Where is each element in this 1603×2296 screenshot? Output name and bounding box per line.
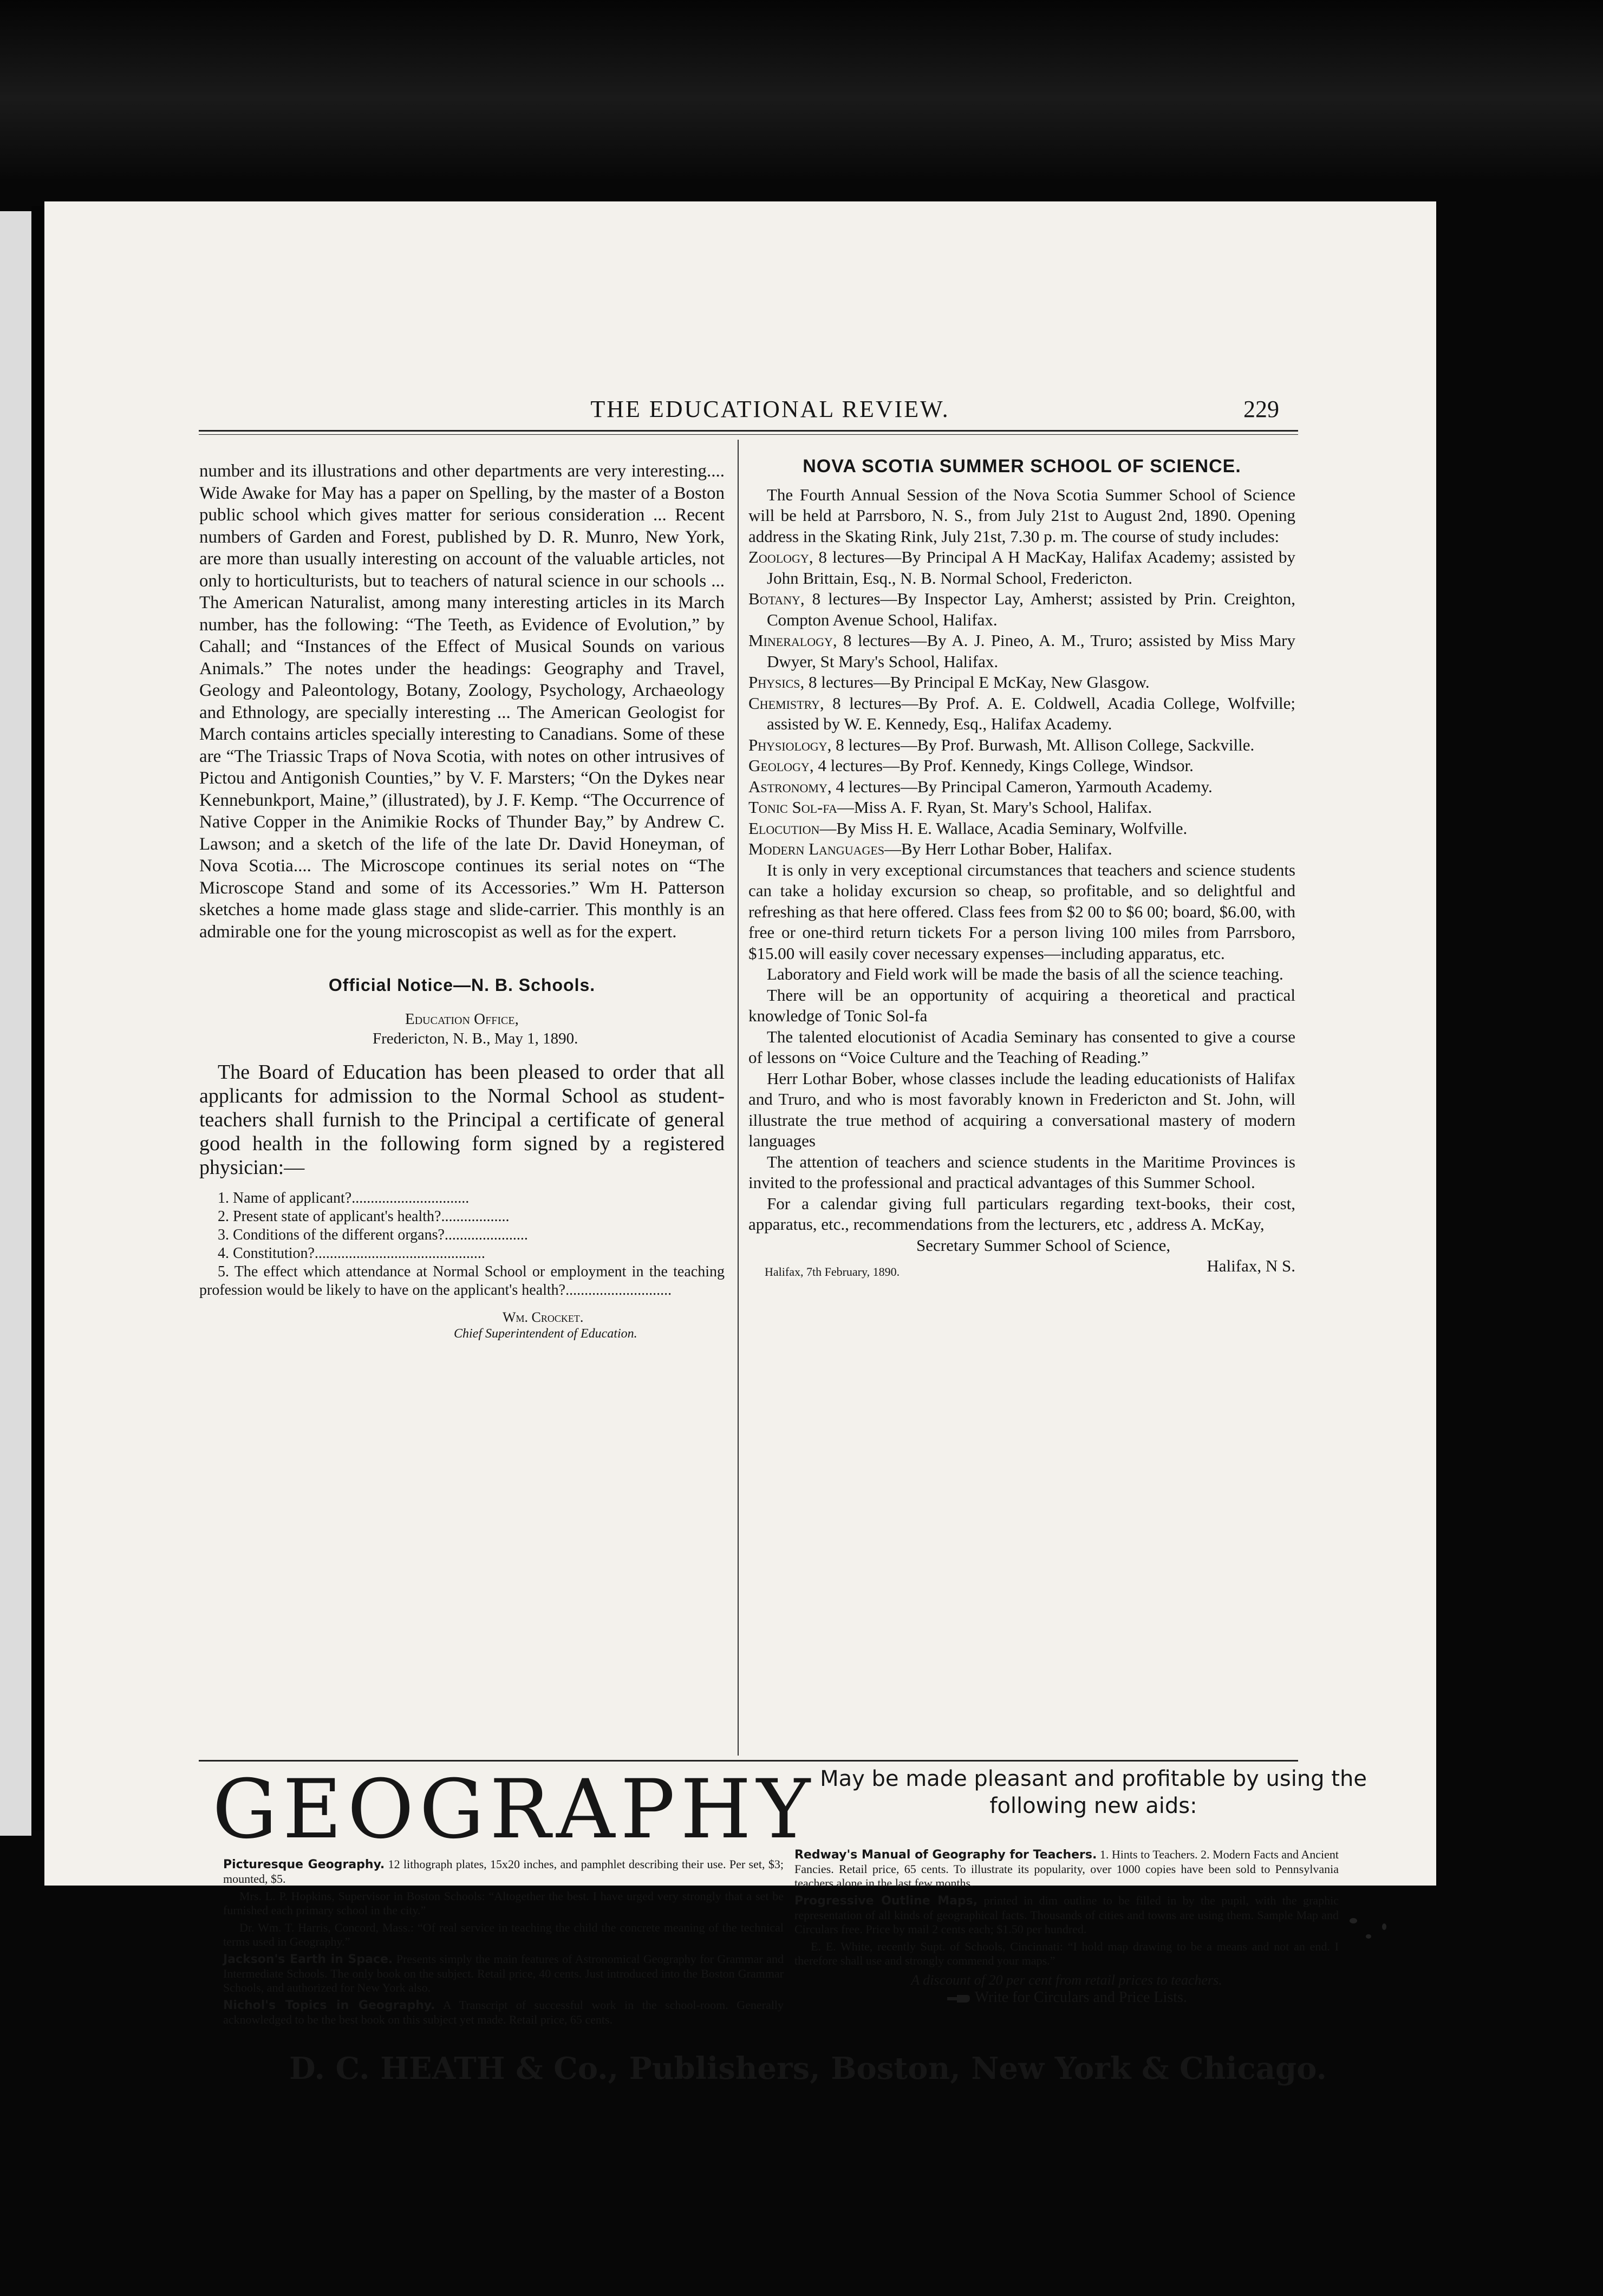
binding-shadow	[31, 206, 44, 1830]
ad-circulars: Write for Circulars and Price Lists.	[794, 1991, 1339, 2005]
left-column	[199, 460, 725, 1342]
ad-headline: GEOGRAPHY	[212, 1763, 816, 1857]
pointing-hand-icon	[946, 1993, 971, 2005]
course-list	[748, 547, 1295, 860]
notice-body: The Board of Education has been pleased to order that all applicants for admission to the Normal School as student-teachers shall furnish to the Principal a certificate of general good health in the following form signed by a registered physician:—	[199, 1060, 725, 1179]
scan-top-shadow	[0, 0, 1603, 179]
form-item: 5. The effect which attendance at Normal School or employment in the teaching profession would be likely to have on the applicant's health?............................	[199, 1263, 725, 1299]
secretary-signature: Secretary Summer School of Science,	[916, 1235, 1171, 1255]
course-item: Geology, 4 lectures—By Prof. Kennedy, Kings College, Windsor.	[748, 756, 1194, 775]
notice-office: Education Office,	[405, 1010, 519, 1028]
signature-name: Wm. Crocket.	[503, 1309, 584, 1325]
column-separator	[738, 440, 739, 1756]
scan-speck	[1366, 1934, 1371, 1939]
document-page	[44, 201, 1436, 2086]
form-item: 2. Present state of applicant's health?..................	[218, 1208, 510, 1225]
ad-left-column	[223, 1857, 784, 2030]
course-item: Elocution—By Miss H. E. Wallace, Acadia Seminary, Wolfville.	[748, 818, 1188, 838]
ad-discount: A discount of 20 per cent from retail prices to teachers.	[911, 1972, 1222, 1988]
ad-item: Redway's Manual of Geography for Teachers. 1. Hints to Teachers. 2. Modern Facts and Ancient Fancies. Retail price, 65 cents. To illustrate its popularity, over 1000 copies have been sold to Pennsylvania teachers alone in the last few months.	[794, 1848, 1339, 1890]
summer-school-paragraph: The talented elocutionist of Acadia Seminary has consented to give a course of lessons on “Voice Culture and the Teaching of Reading.”	[748, 1027, 1295, 1067]
ad-item: Jackson's Earth in Space. Presents simply the main features of Astronomical Geography for Grammar and Intermediate Schools. The only book on the subject. Retail price, 40 cents. Just introduced into the Boston Grammar Schools, and authorized for New York also.	[223, 1952, 784, 1994]
summer-school-paragraph: It is only in very exceptional circumstances that teachers and science students can take a holiday excursion so cheap, so profitable, and so delightful and refreshing as that here offered. Class fees from $2 00 to $6 00; board, $6.00, with free or one-third return tickets For a person living 100 miles from Parrsboro, $15.00 will easily cover necessary expenses—including apparatus, etc.	[748, 860, 1295, 963]
page-number: 229	[1243, 396, 1279, 422]
journal-title: THE EDUCATIONAL REVIEW.	[590, 396, 950, 422]
course-item: Chemistry, 8 lectures—By Prof. A. E. Coldwell, Acadia College, Wolfville; assisted by W. E. Kennedy, Esq., Halifax Academy.	[748, 693, 1295, 733]
notice-dateline: Fredericton, N. B., May 1, 1890.	[373, 1029, 578, 1047]
facing-page-edge	[0, 211, 31, 1836]
ad-testimonial: Dr. Wm. T. Harris, Concord, Mass.: “Of real service in teaching the child the concrete meaning of the technical terms used in Geography.”	[223, 1921, 784, 1948]
summer-school-intro: The Fourth Annual Session of the Nova Scotia Summer School of Science will be held at Parrsboro, N. S., from July 21st to August 2nd, 1890. Opening address in the Skating Rink, July 21st, 7.30 p. m. The course of study includes:	[748, 485, 1295, 546]
ad-rule	[199, 1760, 1298, 1762]
scan-speck	[1350, 1918, 1357, 1923]
ad-testimonial: E. E. White, recently Supt. of Schools, Cincinnati: “I hold map drawing to be a means and not an end. I therefore shall use and strongly commend your maps.”	[794, 1940, 1339, 1967]
notice-title: Official Notice—N. B. Schools.	[328, 975, 596, 995]
summer-school-paragraph: There will be an opportunity of acquiring a theoretical and practical knowledge of Tonic Sol-fa	[748, 985, 1295, 1025]
publisher-line: D. C. HEATH & Co., Publishers, Boston, New York & Chicago.	[289, 2051, 1327, 2086]
ad-item: Progressive Outline Maps, printed in dim outline to be filled in by the pupil, with the graphic representation of all kinds of geographical facts. Thousands of cities and towns are using them. Sample Map and Circulars free. Price by mail 2 cents each; $1.50 per hundred.	[794, 1894, 1339, 1936]
form-item: 1. Name of applicant?...............................	[218, 1189, 470, 1206]
course-item: Astronomy, 4 lectures—By Principal Cameron, Yarmouth Academy.	[748, 777, 1213, 796]
course-item: Tonic Sol-fa—Miss A. F. Ryan, St. Mary's School, Halifax.	[748, 798, 1152, 817]
course-item: Physiology, 8 lectures—By Prof. Burwash, Mt. Allison College, Sackville.	[748, 735, 1255, 754]
summer-school-title: NOVA SCOTIA SUMMER SCHOOL OF SCIENCE.	[803, 456, 1241, 477]
summer-school-paragraph: Herr Lothar Bober, whose classes include the leading educationists of Halifax and Truro, and who is most favorably known in Fredericton and St. John, will illustrate the true method of acquiring a conversational mastery of modern languages	[748, 1068, 1295, 1150]
signature-title: Chief Superintendent of Education.	[454, 1326, 637, 1341]
ad-tagline: May be made pleasant and profitable by using the following new aids:	[820, 1766, 1367, 1818]
running-header	[44, 395, 1436, 433]
form-item: 4. Constitution?.............................................	[218, 1244, 485, 1262]
course-item: Modern Languages—By Herr Lothar Bober, Halifax.	[748, 839, 1112, 858]
ad-testimonial: Mrs. L. P. Hopkins, Supervisor in Boston Schools: “Altogether the best. I have urged very strongly that a set be furnished each primary school in the city.”	[223, 1889, 784, 1917]
course-item: Physics, 8 lectures—By Principal E McKay, New Glasgow.	[748, 673, 1150, 692]
form-item: 3. Conditions of the different organs?......................	[218, 1226, 528, 1243]
ad-right-column	[794, 1848, 1339, 2008]
health-form-list	[199, 1189, 725, 1300]
secretary-location: Halifax, N S.	[1207, 1256, 1295, 1275]
header-rule-thin	[199, 434, 1298, 435]
summer-school-paragraph: Laboratory and Field work will be made the basis of all the science teaching.	[767, 964, 1283, 983]
ad-item: Picturesque Geography. 12 lithograph plates, 15x20 inches, and pamphlet describing their use. Per set, $3; mounted, $5.	[223, 1857, 784, 1886]
review-notes-paragraph: number and its illustrations and other departments are very interesting.... Wide Awake for May has a paper on Spelling, by the master of a Boston public school which gives matter for serious consideration ... Recent numbers of Garden and Forest, published by D. R. Munro, New York, are more than usually interesting on account of the valuable articles, not only to horticulturists, but to teachers of natural science in our schools ... The American Naturalist, among many interesting articles in its March number, has the following: “The Teeth, as Evidence of Evolution,” by Cahall; and “Instances of the Effect of Musical Sounds on various Animals.” The notes under the headings: Geography and Travel, Geology and Paleontology, Botany, Zoology, Psychology, Archaeology and Ethnology, are specially interesting ... The American Geologist for March contains articles specially interesting to Canadians. Some of these are “The Triassic Traps of Nova Scotia, with notes on other intrusives of Pictou and Antigonish Counties,” by V. F. Marsters; “On the Dykes near Kennebunkport, Maine,” (illustrated), by J. F. Kemp. “The Occurrence of Native Copper in the Animikie Rocks of Thunder Bay,” by Andrew C. Lawson; and a sketch of the life of the late Dr. David Honeyman, of Nova Scotia.... The Microscope continues its serial notes on “The Microscope Stand and some of its Accessories.” Wm H. Patterson sketches a home made glass stage and slide-carrier. This monthly is an admirable one for the young microscopist as well as for the expert.	[199, 461, 725, 942]
ad-item: Nichol's Topics in Geography. A Transcript of successful work in the school-room. Generally acknowledged to be the best book on this subject yet made. Retail price, 65 cents.	[223, 1998, 784, 2026]
summer-school-dateline: Halifax, 7th February, 1890.	[765, 1264, 900, 1279]
summer-school-paragraph: For a calendar giving full particulars regarding text-books, their cost, apparatus, etc., recommendations from the lecturers, etc , address A. McKay,	[748, 1193, 1295, 1234]
header-rule	[199, 430, 1298, 432]
course-item: Mineralogy, 8 lectures—By A. J. Pineo, A. M., Truro; assisted by Miss Mary Dwyer, St Mary's School, Halifax.	[748, 631, 1295, 671]
right-column	[748, 456, 1295, 1279]
summer-school-paragraph: The attention of teachers and science students in the Maritime Provinces is invited to the professional and practical advantages of this Summer School.	[748, 1152, 1295, 1192]
course-item: Botany, 8 lectures—By Inspector Lay, Amherst; assisted by Prin. Creighton, Compton Avenue School, Halifax.	[748, 589, 1296, 629]
course-item: Zoology, 8 lectures—By Principal A H MacKay, Halifax Academy; assisted by John Brittain, Esq., N. B. Normal School, Fredericton.	[748, 547, 1295, 588]
scan-speck	[1382, 1923, 1386, 1930]
